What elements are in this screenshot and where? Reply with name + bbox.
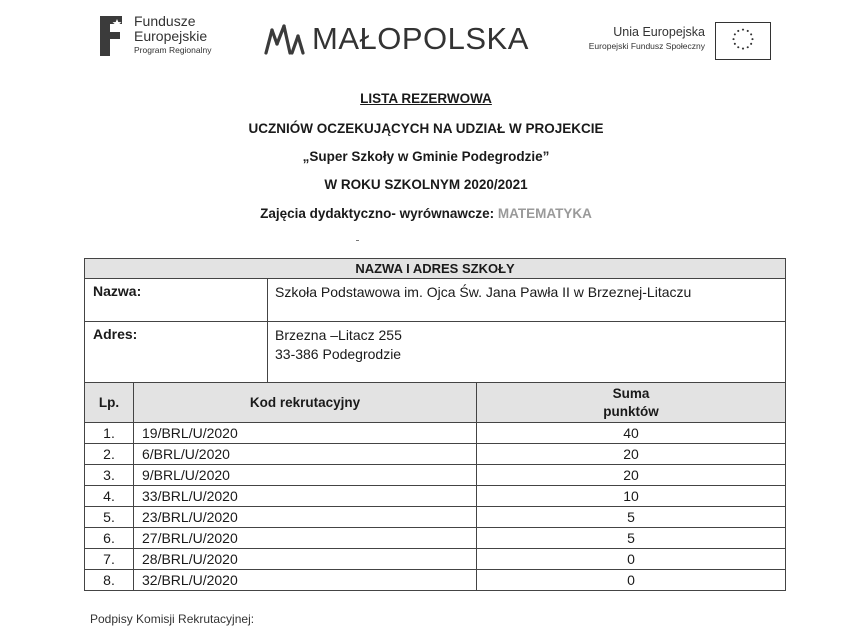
- table-row: [85, 423, 786, 444]
- row-code: 27/BRL/U/2020: [134, 528, 477, 549]
- row-points: 20: [477, 444, 786, 465]
- ue-title: Unia Europejska: [613, 25, 705, 39]
- row-lp: 5.: [85, 507, 134, 528]
- school-name-label: Nazwa:: [85, 279, 268, 322]
- title-classes: [0, 206, 852, 221]
- row-lp: 7.: [85, 549, 134, 570]
- table-row: [85, 444, 786, 465]
- title-project-name: „Super Szkoły w Gminie Podegrodzie”: [302, 149, 550, 164]
- malopolska-wordmark: MAŁOPOLSKA: [312, 21, 529, 56]
- row-points: 40: [477, 423, 786, 444]
- row-code: 32/BRL/U/2020: [134, 570, 477, 591]
- row-points: 10: [477, 486, 786, 507]
- malopolska-logo: [262, 20, 552, 60]
- row-points: 20: [477, 465, 786, 486]
- row-points: 0: [477, 570, 786, 591]
- classes-subject: MATEMATYKA: [497, 206, 592, 221]
- list-header-row: [85, 383, 786, 423]
- row-points: 5: [477, 528, 786, 549]
- row-code: 28/BRL/U/2020: [134, 549, 477, 570]
- school-address-value: [268, 322, 786, 385]
- col-lp-header: Lp.: [85, 383, 134, 423]
- row-points: 5: [477, 507, 786, 528]
- table-row: [85, 528, 786, 549]
- row-lp: 2.: [85, 444, 134, 465]
- table-row: [85, 507, 786, 528]
- eu-flag-icon: [715, 22, 771, 60]
- row-code: 19/BRL/U/2020: [134, 423, 477, 444]
- col-points-header-line2: punktów: [603, 403, 659, 419]
- malopolska-mountain-icon: [262, 22, 306, 56]
- school-name-row: [85, 279, 786, 322]
- signatures-label: Podpisy Komisji Rekrutacyjnej:: [90, 612, 255, 626]
- col-code-header: Kod rekrutacyjny: [134, 383, 477, 423]
- row-code: 9/BRL/U/2020: [134, 465, 477, 486]
- row-points: 0: [477, 549, 786, 570]
- row-lp: 3.: [85, 465, 134, 486]
- row-lp: 6.: [85, 528, 134, 549]
- col-points-header: [477, 383, 786, 423]
- row-code: 33/BRL/U/2020: [134, 486, 477, 507]
- row-lp: 8.: [85, 570, 134, 591]
- ue-subtitle: Europejski Fundusz Społeczny: [588, 41, 705, 51]
- row-code: 23/BRL/U/2020: [134, 507, 477, 528]
- row-code: 6/BRL/U/2020: [134, 444, 477, 465]
- title-school-year: W ROKU SZKOLNYM 2020/2021: [324, 177, 528, 192]
- table-row: [85, 549, 786, 570]
- classes-label: Zajęcia dydaktyczno- wyrównawcze:: [260, 206, 495, 221]
- school-address-label: Adres:: [85, 322, 268, 385]
- title-lista-rezerwowa: LISTA REZERWOWA: [360, 91, 492, 106]
- reserve-list-table: [84, 382, 786, 591]
- title-uczniow: UCZNIÓW OCZEKUJĄCYCH NA UDZIAŁ W PROJEKCIE: [248, 121, 604, 136]
- table-row: [85, 486, 786, 507]
- unia-europejska-logo: [575, 22, 775, 64]
- stray-mark: [356, 240, 359, 241]
- school-table-heading: NAZWA I ADRES SZKOŁY: [85, 259, 786, 279]
- col-points-header-line1: Suma: [612, 385, 650, 401]
- table-row: [85, 465, 786, 486]
- fundusze-europejskie-logo: [96, 12, 236, 62]
- school-name-text: Szkoła Podstawowa im. Ojca Św. Jana Pawła II w Brzeznej-Litaczu: [275, 284, 692, 300]
- school-info-table: [84, 258, 786, 385]
- school-address-row: [85, 322, 786, 385]
- fe-title-line2: Europejskie: [134, 28, 208, 44]
- fundusze-europejskie-star-icon: [96, 12, 126, 60]
- table-row: [85, 570, 786, 591]
- row-lp: 1.: [85, 423, 134, 444]
- fe-subtitle: Program Regionalny: [134, 45, 212, 55]
- address-line-2: 33-386 Podegrodzie: [275, 346, 402, 362]
- school-name-value: [268, 279, 786, 322]
- row-lp: 4.: [85, 486, 134, 507]
- fe-title-line1: Fundusze: [134, 13, 196, 29]
- address-line-1: Brzezna –Litacz 255: [275, 327, 402, 343]
